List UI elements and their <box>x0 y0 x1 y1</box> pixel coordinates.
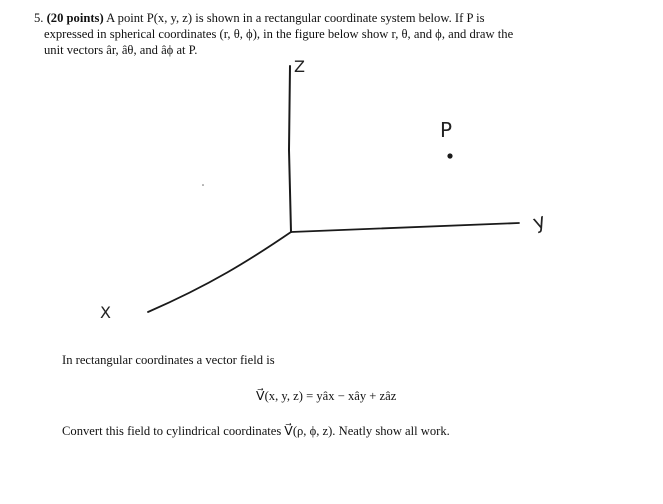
problem-points: (20 points) <box>46 11 104 25</box>
y-axis-label: y <box>529 208 549 235</box>
problem-line-3: unit vectors âr, âθ, and âϕ at P. <box>44 43 198 57</box>
field-intro: In rectangular coordinates a vector field is <box>62 353 275 367</box>
vector-field-equation: V⃗(x, y, z) = yâx − xây + zâz <box>256 389 397 403</box>
y-axis <box>291 223 519 232</box>
conversion-instruction: Convert this field to cylindrical coordinates V⃗(ρ, ϕ, z). Neatly show all work. <box>62 424 450 438</box>
problem-number: 5. <box>34 11 44 25</box>
z-axis <box>289 66 291 232</box>
problem-text-line-1: A point P(x, y, z) is shown in a rectangular coordinate system below. If P is <box>106 11 485 25</box>
x-axis-label: X <box>100 303 111 322</box>
x-axis <box>148 232 291 312</box>
point-p-dot <box>447 153 452 158</box>
z-axis-label: Z <box>294 57 305 76</box>
problem-line-2: expressed in spherical coordinates (r, θ, ϕ), in the figure below show r, θ, and ϕ, and draw the <box>44 27 514 41</box>
point-p-label: P <box>440 118 453 142</box>
stray-mark <box>202 184 204 186</box>
